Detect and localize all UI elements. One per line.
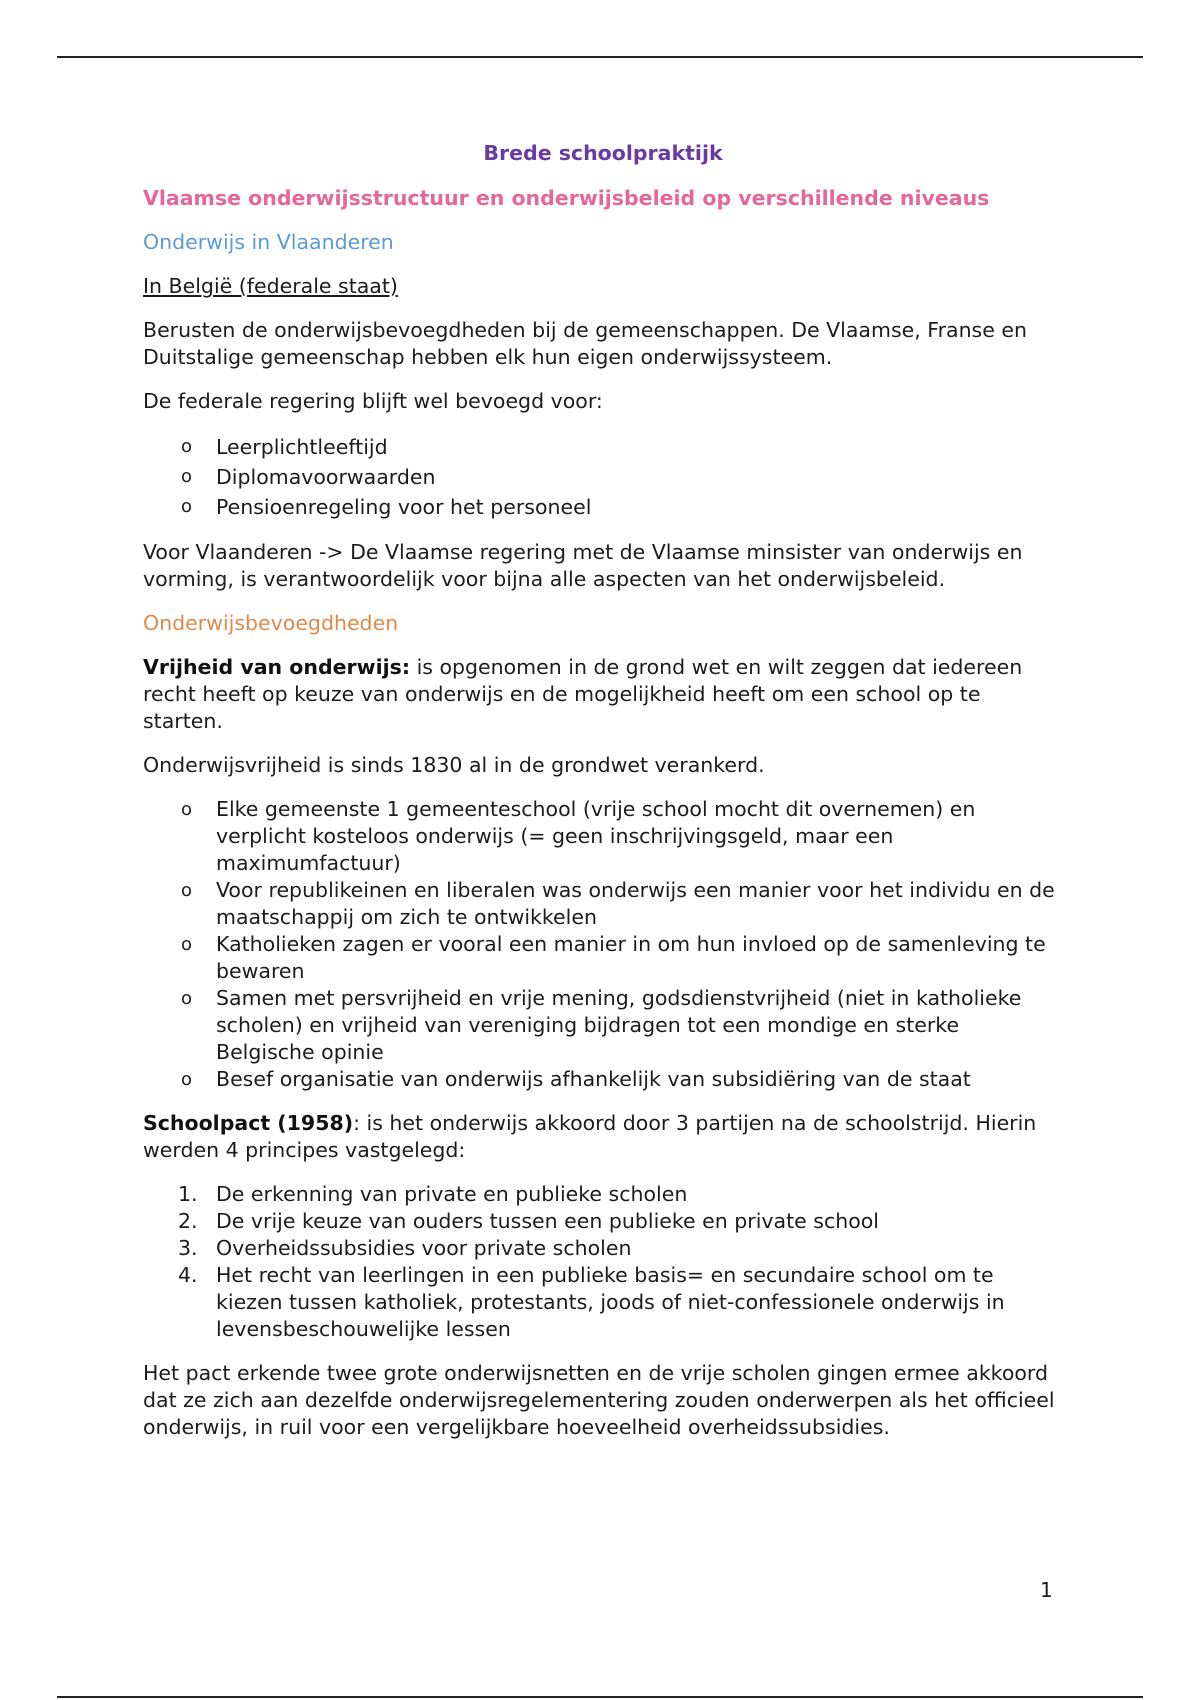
- list-item: [143, 985, 1063, 1066]
- paragraph-text: : is het onderwijs akkoord door 3 partijen na de schoolstrijd. Hierin werden 4 principes vastgelegd:: [143, 1111, 1037, 1162]
- header-rule: [57, 56, 1143, 58]
- principles-list: [143, 1181, 1063, 1343]
- list-item: [143, 931, 1063, 985]
- heading-3: Onderwijsbevoegdheden: [143, 611, 399, 635]
- page-number: 1: [1040, 1578, 1053, 1602]
- bullet-marker: o: [181, 466, 193, 487]
- paragraph: [143, 1110, 1063, 1164]
- list-item-text: Het recht van leerlingen in een publieke basis= en secundaire school om te kiezen tussen katholiek, protestants, joods of niet-confessionele onderwijs in levensbeschouwelijke lessen: [216, 1263, 1005, 1341]
- paragraph: De federale regering blijft wel bevoegd voor:: [143, 389, 603, 413]
- list-item: [143, 492, 1063, 522]
- bold-term: Schoolpact (1958): [143, 1111, 354, 1135]
- paragraph: Onderwijsvrijheid is sinds 1830 al in de grondwet verankerd.: [143, 753, 765, 777]
- bullet-marker: o: [181, 880, 193, 901]
- heading-1: Vlaamse onderwijsstructuur en onderwijsbeleid op verschillende niveaus: [143, 186, 990, 210]
- document-title: Brede schoolpraktijk: [483, 141, 723, 165]
- list-number: 4.: [178, 1263, 198, 1287]
- paragraph-text: is opgenomen in de grond wet en wilt zeggen dat iedereen recht heeft op keuze van onderwijs en de mogelijkheid heeft om een school op te starten.: [143, 655, 1023, 733]
- paragraph: [143, 654, 1063, 735]
- list-item-text: Pensioenregeling voor het personeel: [216, 495, 592, 519]
- bullet-marker: o: [181, 988, 193, 1009]
- bullet-marker: o: [181, 1069, 193, 1090]
- list-number: 2.: [178, 1209, 198, 1233]
- list-item: [143, 432, 1063, 462]
- list-item: [143, 1262, 1063, 1343]
- list-item-text: Katholieken zagen er vooral een manier in om hun invloed op de samenleving te bewaren: [216, 932, 1046, 983]
- list-item-text: Voor republikeinen en liberalen was onderwijs een manier voor het individu en de maatschappij om zich te ontwikkelen: [216, 878, 1055, 929]
- list-number: 1.: [178, 1182, 198, 1206]
- list-item: [143, 1235, 1063, 1262]
- list-item-text: De erkenning van private en publieke scholen: [216, 1182, 688, 1206]
- list-item-text: Elke gemeenste 1 gemeenteschool (vrije school mocht dit overnemen) en verplicht kosteloos onderwijs (= geen inschrijvingsgeld, maar een maximumfactuur): [216, 797, 976, 875]
- bullet-marker: o: [181, 496, 193, 517]
- document-page: [143, 140, 1063, 1458]
- list-item-text: Leerplichtleeftijd: [216, 435, 388, 459]
- federal-powers-list: [143, 432, 1063, 522]
- list-item: [143, 1066, 1063, 1093]
- bold-term: Vrijheid van onderwijs:: [143, 655, 411, 679]
- list-item-text: Diplomavoorwaarden: [216, 465, 436, 489]
- bullet-marker: o: [181, 799, 193, 820]
- paragraph: Het pact erkende twee grote onderwijsnetten en de vrije scholen gingen ermee akkoord dat ze zich aan dezelfde onderwijsregelementering zouden onderwerpen als het officieel onderwijs, in ruil voor een vergelijkbare hoeveelheid overheidssubsidies.: [143, 1361, 1055, 1439]
- paragraph: Berusten de onderwijsbevoegdheden bij de gemeenschappen. De Vlaamse, Franse en Duitstalige gemeenschap hebben elk hun eigen onderwijssysteem.: [143, 318, 1027, 369]
- list-item-text: De vrije keuze van ouders tussen een publieke en private school: [216, 1209, 879, 1233]
- freedom-list: [143, 796, 1063, 1093]
- bullet-marker: o: [181, 436, 193, 457]
- list-item: [143, 796, 1063, 877]
- list-number: 3.: [178, 1236, 198, 1260]
- list-item: [143, 1181, 1063, 1208]
- subheading-belgium: In België (federale staat): [143, 274, 398, 298]
- list-item-text: Overheidssubsidies voor private scholen: [216, 1236, 632, 1260]
- bullet-marker: o: [181, 934, 193, 955]
- heading-2: Onderwijs in Vlaanderen: [143, 230, 394, 254]
- list-item: [143, 1208, 1063, 1235]
- footer-rule: [57, 1696, 1143, 1698]
- paragraph: Voor Vlaanderen -> De Vlaamse regering met de Vlaamse minsister van onderwijs en vorming, is verantwoordelijk voor bijna alle aspecten van het onderwijsbeleid.: [143, 540, 1023, 591]
- list-item-text: Samen met persvrijheid en vrije mening, godsdienstvrijheid (niet in katholieke scholen) en vrijheid van vereniging bijdragen tot een mondige en sterke Belgische opinie: [216, 986, 1022, 1064]
- list-item: [143, 877, 1063, 931]
- list-item: [143, 462, 1063, 492]
- list-item-text: Besef organisatie van onderwijs afhankelijk van subsidiëring van de staat: [216, 1067, 971, 1091]
